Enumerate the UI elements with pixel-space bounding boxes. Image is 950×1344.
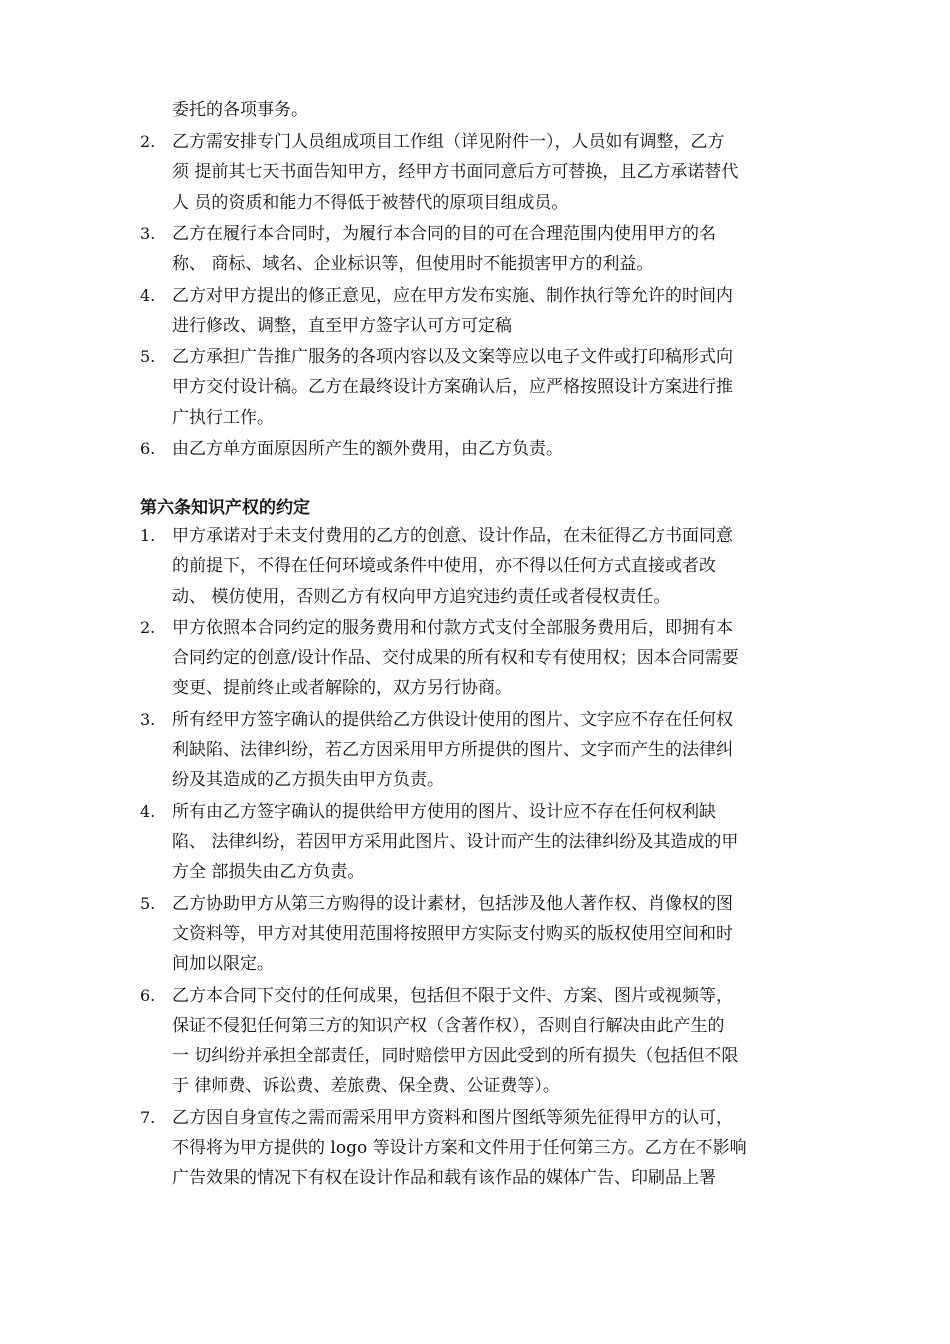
continuation-line: 委托的各项事务。 <box>172 100 308 120</box>
list-item-line: 乙方本合同下交付的任何成果，包括但不限于文件、方案、图片或视频等， <box>172 985 733 1006</box>
list-item-line: 乙方协助甲方从第三方购得的设计素材，包括涉及他人著作权、肖像权的图 <box>172 893 733 914</box>
list-item-line: 变更、提前终止或者解除的，双方另行协商。 <box>172 678 512 699</box>
list-item-line: 利缺陷、法律纠纷，若乙方因采用甲方所提供的图片、文字而产生的法律纠 <box>172 740 733 761</box>
list-item-number: 3. <box>140 709 156 729</box>
section-heading: 第六条知识产权的约定 <box>140 498 310 518</box>
list-item-number: 5. <box>140 347 156 367</box>
list-item-line: 甲方依照本合同约定的服务费用和付款方式支付全部服务费用后，即拥有本 <box>172 617 733 638</box>
list-item-line: 所有由乙方签字确认的提供给甲方使用的图片、设计应不存在任何权利缺 <box>172 801 716 822</box>
list-item-line: 乙方在履行本合同时，为履行本合同的目的可在合理范围内使用甲方的名 <box>172 223 716 244</box>
list-item-number: 7. <box>140 1107 156 1127</box>
list-item-line: 乙方承担广告推广服务的各项内容以及文案等应以电子文件或打印稿形式向 <box>172 347 733 368</box>
list-item-line: 间加以限定。 <box>172 954 274 975</box>
list-item-number: 2. <box>140 617 156 637</box>
list-item-number: 5. <box>140 893 156 913</box>
list-item-line: 须 提前其七天书面告知甲方，经甲方书面同意后方可替换，且乙方承诺替代 <box>172 162 739 183</box>
list-item-line: 甲方交付设计稿。乙方在最终设计方案确认后，应严格按照设计方案进行推 <box>172 377 733 398</box>
list-item-line: 文资料等，甲方对其使用范围将按照甲方实际支付购买的版权使用空间和时 <box>172 923 733 944</box>
list-item-line: 乙方需安排专门人员组成项目工作组（详见附件一），人员如有调整，乙方 <box>172 132 725 152</box>
list-item-number: 3. <box>140 223 156 243</box>
list-item-line: 于 律师费、诉讼费、差旅费、保全费、公证费等）。 <box>172 1076 560 1097</box>
list-item-line: 保证不侵犯任何第三方的知识产权（含著作权），否则自行解决由此产生的 <box>172 1015 725 1036</box>
list-item-line: 的前提下，不得在任何环境或条件中使用，亦不得以任何方式直接或者改 <box>172 556 716 577</box>
list-item-line: 陷、 法律纠纷，若因甲方采用此图片、设计而产生的法律纠纷及其造成的甲 <box>172 831 739 852</box>
list-item-number: 6. <box>140 985 156 1005</box>
list-item-line: 人 员的资质和能力不得低于被替代的原项目组成员。 <box>172 192 569 213</box>
list-item-line: 乙方对甲方提出的修正意见，应在甲方发布实施、制作执行等允许的时间内 <box>172 285 733 306</box>
list-item-line: 一 切纠纷并承担全部责任，同时赔偿甲方因此受到的所有损失（包括但不限 <box>172 1046 739 1067</box>
list-item-line: 纷及其造成的乙方损失由甲方负责。 <box>172 770 444 791</box>
list-item-line: 所有经甲方签字确认的提供给乙方供设计使用的图片、文字应不存在任何权 <box>172 709 733 730</box>
list-item-line: 合同约定的创意/设计作品、交付成果的所有权和专有使用权；因本合同需要 <box>172 648 739 669</box>
list-item-number: 6. <box>140 439 156 458</box>
list-item-line: 广告效果的情况下有权在设计作品和载有该作品的媒体广告、印刷品上署 <box>172 1168 716 1189</box>
list-item-line: 甲方承诺对于未支付费用的乙方的创意、设计作品，在未征得乙方书面同意 <box>172 526 733 546</box>
list-item-line: 由乙方单方面原因所产生的额外费用，由乙方负责。 <box>172 439 563 459</box>
list-item-line: 动、 模仿使用，否则乙方有权向甲方追究违约责任或者侵权责任。 <box>172 586 671 607</box>
list-item-line: 乙方因自身宣传之需而需采用甲方资料和图片图纸等须先征得甲方的认可， <box>172 1107 733 1128</box>
list-item-number: 1. <box>140 526 156 545</box>
list-item-number: 2. <box>140 132 156 151</box>
list-item-line: 进行修改、调整，直至甲方签字认可方可定稿 <box>172 315 512 336</box>
list-item-line: 称、 商标、域名、企业标识等，但使用时不能损害甲方的利益。 <box>172 254 654 275</box>
list-item-number: 4. <box>140 285 156 305</box>
list-item-number: 4. <box>140 801 156 821</box>
list-item-line: 广执行工作。 <box>172 407 274 428</box>
list-item-line: 方全 部损失由乙方负责。 <box>172 862 365 883</box>
list-item-line: 不得将为甲方提供的 logo 等设计方案和文件用于任何第三方。乙方在不影响 <box>172 1137 747 1158</box>
